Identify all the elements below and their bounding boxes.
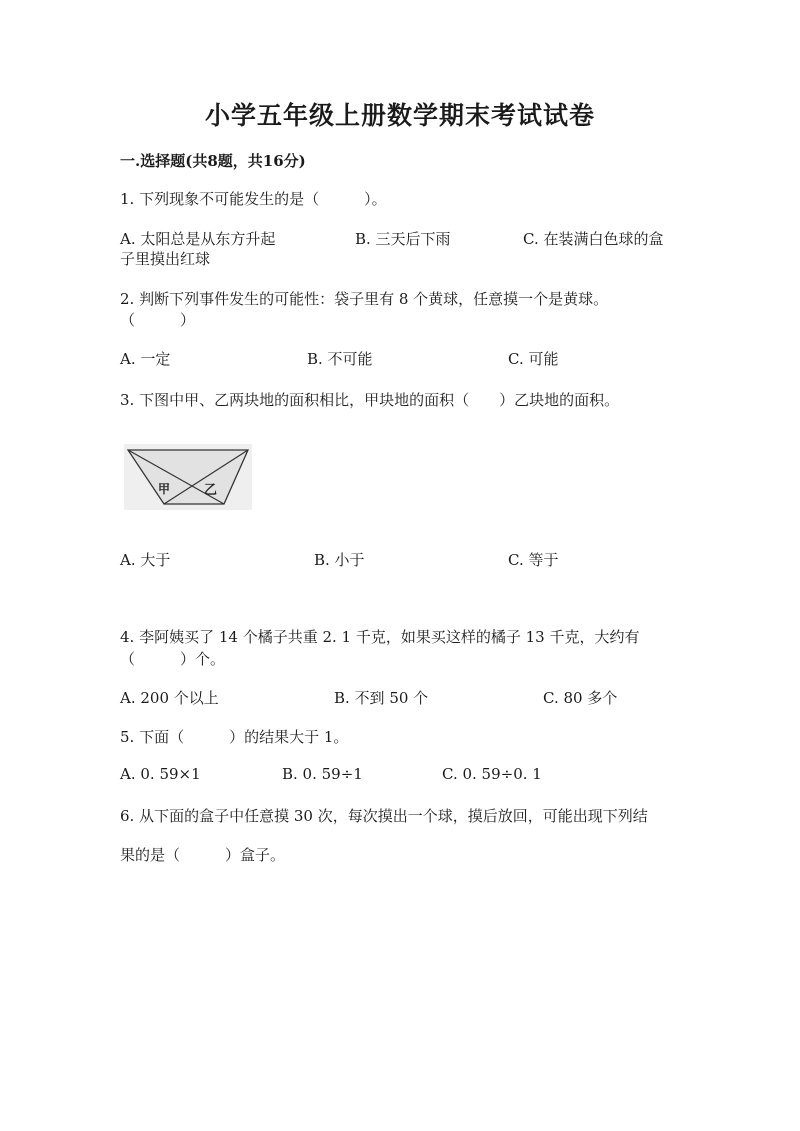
q2-option-a: A. 一定 xyxy=(120,350,171,368)
q1-option-c-cont: 子里摸出红球 xyxy=(120,250,211,268)
q1-stem: 1. 下列现象不可能发生的是（ ）。 xyxy=(120,190,387,208)
q4-stem-cont: （ ）个。 xyxy=(120,650,226,668)
q3-option-a: A. 大于 xyxy=(120,551,171,569)
q3-trapezoid-figure xyxy=(124,444,252,510)
q6-stem: 6. 从下面的盒子中任意摸 30 次，每次摸出一个球，摸后放回，可能出现下列结 xyxy=(120,807,648,825)
q1-option-a: A. 太阳总是从东方升起 xyxy=(120,230,276,248)
q4-option-a: A. 200 个以上 xyxy=(120,689,219,707)
q2-option-c: C. 可能 xyxy=(508,350,559,368)
q2-stem: 2. 判断下列事件发生的可能性：袋子里有 8 个黄球，任意摸一个是黄球。 xyxy=(120,290,609,308)
figure-label-yi: 乙 xyxy=(204,483,218,498)
q2-option-b: B. 不可能 xyxy=(307,350,373,368)
q5-option-b: B. 0. 59÷1 xyxy=(282,765,363,783)
figure-label-jia: 甲 xyxy=(158,482,171,496)
q5-option-c: C. 0. 59÷0. 1 xyxy=(442,765,542,783)
section-heading: 一.选择题(共8题，共16分) xyxy=(120,152,306,170)
q4-option-c: C. 80 多个 xyxy=(543,689,618,707)
q4-stem: 4. 李阿姨买了 14 个橘子共重 2. 1 千克，如果买这样的橘子 13 千克，大约有 xyxy=(120,628,640,646)
q5-option-a: A. 0. 59×1 xyxy=(120,765,201,783)
q5-stem: 5. 下面（ ）的结果大于 1。 xyxy=(120,728,349,746)
q3-option-c: C. 等于 xyxy=(508,551,559,569)
q1-option-c: C. 在装满白色球的盒 xyxy=(523,230,664,248)
q3-stem: 3. 下图中甲、乙两块地的面积相比，甲块地的面积（ ）乙块地的面积。 xyxy=(120,391,620,409)
q4-option-b: B. 不到 50 个 xyxy=(334,689,429,707)
page-title: 小学五年级上册数学期末考试试卷 xyxy=(204,101,595,130)
q1-option-b: B. 三天后下雨 xyxy=(355,230,451,248)
q3-option-b: B. 小于 xyxy=(314,551,365,569)
q6-stem-cont: 果的是（ ）盒子。 xyxy=(120,846,286,864)
q2-stem-cont: （ ） xyxy=(120,311,196,329)
